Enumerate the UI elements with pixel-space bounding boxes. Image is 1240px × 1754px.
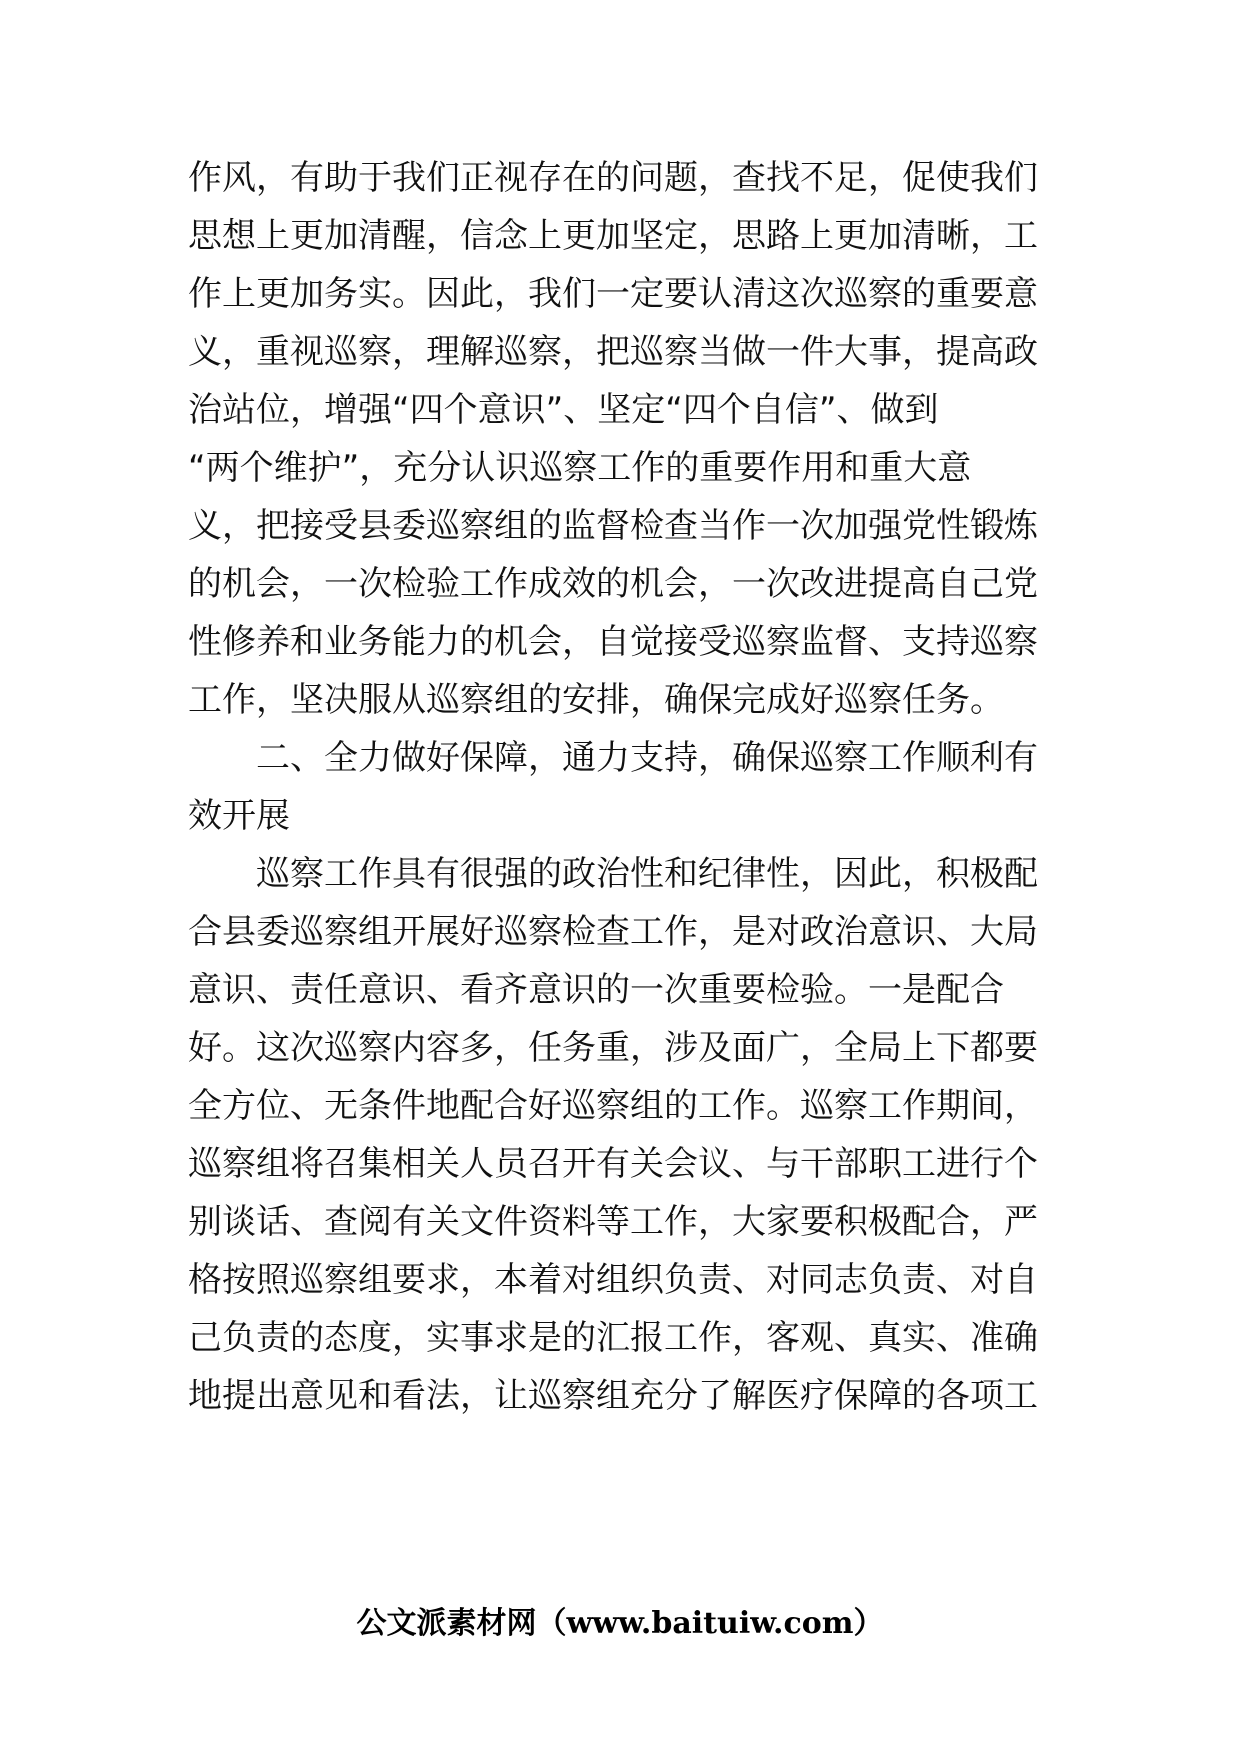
section-heading-line: 效开展 [188,796,290,836]
body-text-line: 巡察工作具有很强的政治性和纪律性，因此，积极配 [188,854,1038,894]
body-text-line: 地提出意见和看法，让巡察组充分了解医疗保障的各项工 [188,1376,1038,1416]
body-text-line: 格按照巡察组要求，本着对组织负责、对同志负责、对自 [188,1260,1038,1300]
body-text-line: 别谈话、查阅有关文件资料等工作，大家要积极配合，严 [188,1202,1038,1242]
body-text-line: 好。这次巡察内容多，任务重，涉及面广，全局上下都要 [188,1028,1038,1068]
body-text-line: 作风，有助于我们正视存在的问题，查找不足，促使我们 [188,158,1038,198]
body-text-line: 性修养和业务能力的机会，自觉接受巡察监督、支持巡察 [188,622,1038,662]
body-text-line: 己负责的态度，实事求是的汇报工作，客观、真实、准确 [188,1318,1038,1358]
body-text-line: “两个维护”，充分认识巡察工作的重要作用和重大意 [188,448,972,488]
footer-watermark: 公文派素材网（www.baituiw.com） [356,1606,884,1641]
body-text-line: 工作，坚决服从巡察组的安排，确保完成好巡察任务。 [188,680,1004,720]
body-text-line: 作上更加务实。因此，我们一定要认清这次巡察的重要意 [188,274,1038,314]
body-text-line: 合县委巡察组开展好巡察检查工作，是对政治意识、大局 [188,912,1038,952]
body-text-line: 义，把接受县委巡察组的监督检查当作一次加强党性锻炼 [188,506,1038,546]
section-heading-line: 二、全力做好保障，通力支持，确保巡察工作顺利有 [188,738,1038,778]
body-text-line: 全方位、无条件地配合好巡察组的工作。巡察工作期间， [188,1086,1038,1126]
body-text-line: 治站位，增强“四个意识”、坚定“四个自信”、做到 [188,390,939,430]
body-text-line: 意识、责任意识、看齐意识的一次重要检验。一是配合 [188,970,1004,1010]
body-text-line: 巡察组将召集相关人员召开有关会议、与干部职工进行个 [188,1144,1038,1184]
body-text-line: 义，重视巡察，理解巡察，把巡察当做一件大事，提高政 [188,332,1038,372]
body-text-line: 思想上更加清醒，信念上更加坚定，思路上更加清晰，工 [188,216,1038,256]
body-text-line: 的机会，一次检验工作成效的机会，一次改进提高自己党 [188,564,1038,604]
